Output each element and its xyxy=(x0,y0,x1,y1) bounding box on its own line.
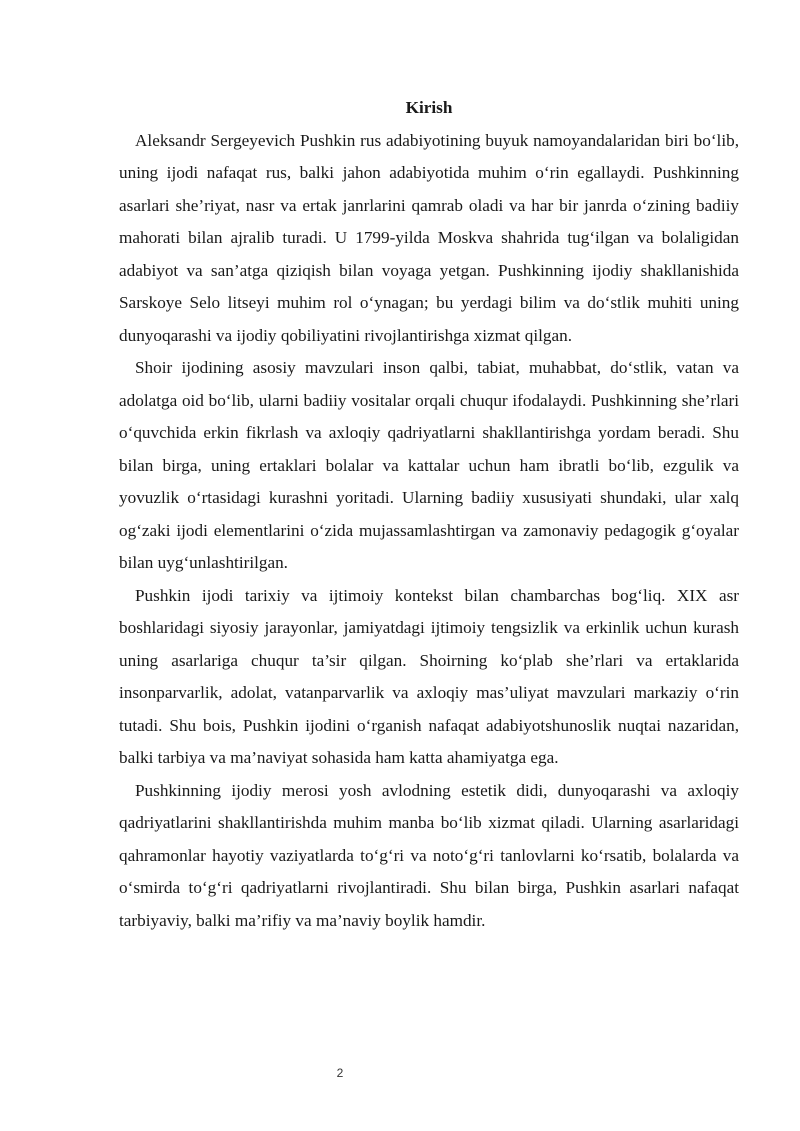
document-body xyxy=(119,92,739,937)
paragraph-legacy: Pushkinning ijodiy merosi yosh avlodning estetik didi, dunyoqarashi va axloqiy qadriyatlarini shakllantirishda muhim manba bo‘lib xizmat qiladi. Ularning asarlaridagi qahramonlar hayotiy vaziyatlarda to‘g‘ri va noto‘g‘ri tanlovlarni ko‘rsatib, bolalarda va o‘smirda to‘g‘ri qadriyatlarni rivojlantiradi. Shu bilan birga, Pushkin asarlari nafaqat tarbiyaviy, balki ma’rifiy va ma’naviy boylik hamdir. xyxy=(119,780,739,930)
paragraph-themes: Shoir ijodining asosiy mavzulari inson qalbi, tabiat, muhabbat, do‘stlik, vatan va adolatga oid bo‘lib, ularni badiiy vositalar orqali chuqur ifodalaydi. Pushkinning she’rlari o‘quvchida erkin fikrlash va axloqiy qadriyatlarni shakllantirishga yordam beradi. Shu bilan birga, uning ertaklari bolalar va kattalar uchun ham ibratli bo‘lib, ezgulik va yovuzlik o‘rtasidagi kurashni yoritadi. Ularning badiiy xususiyati shundaki, ular xalq og‘zaki ijodi elementlarini o‘zida mujassamlashtirgan va zamonaviy pedagogik g‘oyalar bilan uyg‘unlashtirilgan. xyxy=(119,358,739,572)
paragraph-context: Pushkin ijodi tarixiy va ijtimoiy kontekst bilan chambarchas bog‘liq. XIX asr boshlaridagi siyosiy jarayonlar, jamiyatdagi ijtimoiy tengsizlik va erkinlik uchun kurash uning asarlariga chuqur ta’sir qilgan. Shoirning ko‘plab she’rlari va ertaklarida insonparvarlik, adolat, vatanparvarlik va axloqiy mas’uliyat mavzulari markaziy o‘rin tutadi. Shu bois, Pushkin ijodini o‘rganish nafaqat adabiyotshunoslik nuqtai nazaridan, balki tarbiya va ma’naviyat sohasida ham katta ahamiyatga ega. xyxy=(119,585,739,767)
page-number: 2 xyxy=(336,1066,344,1080)
paragraph-intro: Aleksandr Sergeyevich Pushkin rus adabiyotining buyuk namoyandalaridan biri bo‘lib, uning ijodi nafaqat rus, balki jahon adabiyotida muhim o‘rin egallaydi. Pushkinning asarlari she’riyat, nasr va ertak janrlarini qamrab oladi va har bir janrda o‘zining badiiy mahorati bilan ajralib turadi. U 1799-yilda Moskva shahrida tug‘ilgan va bolaligidan adabiyot va san’atga qiziqish bilan voyaga yetgan. Pushkinning ijodiy shakllanishida Sarskoye Selo litseyi muhim rol o‘ynagan; bu yerdagi bilim va do‘stlik muhiti uning dunyoqarashi va ijodiy qobiliyatini rivojlantirishga xizmat qilgan. xyxy=(119,130,739,345)
section-title: Kirish xyxy=(405,98,453,117)
